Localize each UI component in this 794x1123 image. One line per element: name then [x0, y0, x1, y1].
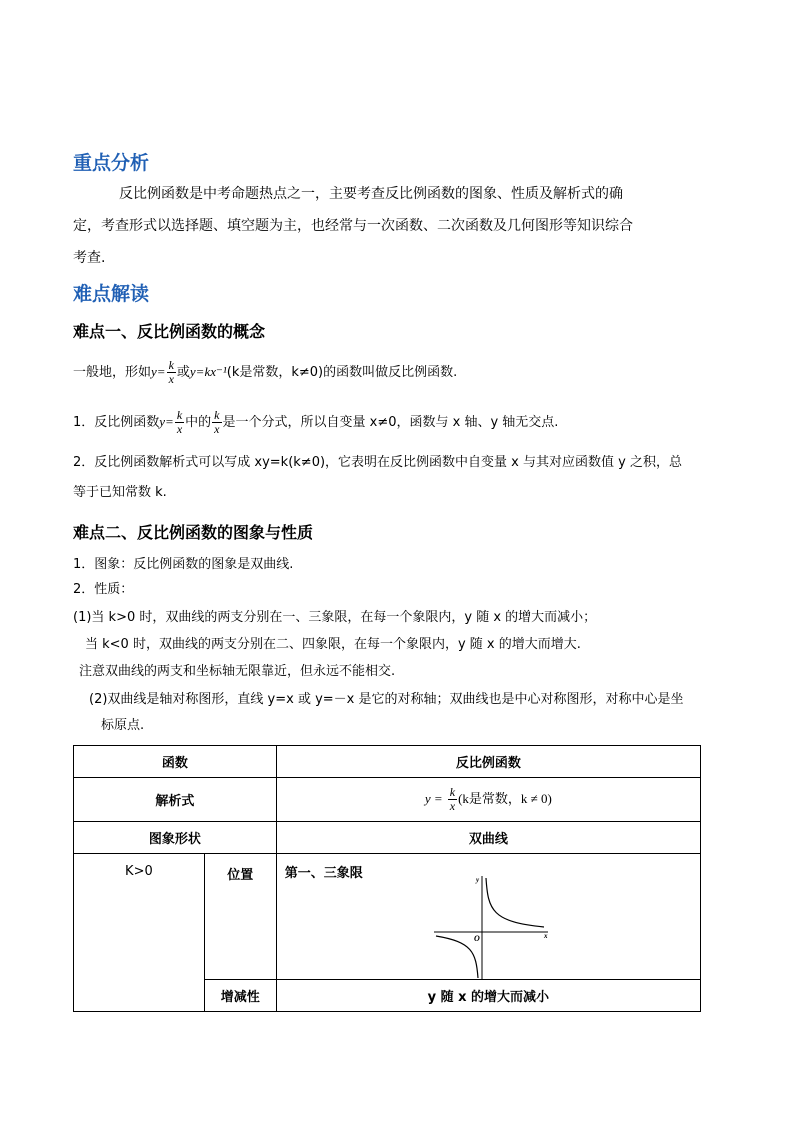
hyperbola-graph: [432, 872, 552, 982]
difficulty-2-title: 难点二、反比例函数的图象与性质: [73, 523, 314, 542]
def-y-eq: y=: [151, 364, 166, 379]
cell-monotonicity-value: y 随 x 的增大而减小: [276, 980, 700, 1012]
analysis-line-3: 考查.: [73, 250, 106, 266]
frac-numerator: k: [168, 358, 174, 372]
definition-line: [73, 355, 457, 390]
hyperbola-branch-q3: [436, 936, 478, 978]
props-line-5: 注意双曲线的两支和坐标轴无限靠近，但永远不能相交.: [79, 664, 396, 679]
item1-y-eq: y=: [159, 414, 174, 429]
cell-shape-label: 图象形状: [74, 822, 277, 854]
table-row: [74, 822, 701, 854]
item1-mid: 中的: [185, 415, 212, 430]
props-line-4: 当 k<0 时，双曲线的两支分别在二、四象限，在每一个象限内，y 随 x 的增大而增大.: [85, 637, 581, 652]
cell-shape-value: 双曲线: [276, 822, 700, 854]
cell-expression-label: 解析式: [74, 778, 277, 822]
item-1-line: [73, 405, 558, 440]
frac-numerator: k: [214, 408, 220, 422]
properties-table: [73, 745, 701, 1012]
frac-denominator: x: [168, 372, 174, 386]
expr-paren: (k是常数，k ≠ 0): [458, 791, 552, 806]
props-line-2: 2．性质：: [73, 582, 134, 597]
section-heading-difficulty-reading: 难点解读: [73, 283, 150, 305]
def-or: 或: [176, 365, 190, 380]
frac-numerator: k: [449, 785, 456, 799]
def-suffix: 的函数叫做反比例函数.: [323, 365, 458, 380]
position-text: 第一、三象限: [284, 866, 363, 881]
item1-suffix: 是一个分式，所以自变量 x≠0，函数与 x 轴、y 轴无交点.: [222, 415, 559, 430]
cell-k-positive: K>0: [74, 854, 205, 1012]
def-prefix: 一般地，形如: [73, 365, 152, 380]
props-line-7: 标原点.: [101, 718, 145, 733]
fraction-k-over-x: [167, 359, 176, 386]
cell-position-value: [276, 854, 700, 980]
item1-prefix: 1．反比例函数: [73, 415, 160, 430]
graph-origin-label: O: [473, 934, 480, 943]
frac-denominator: x: [176, 422, 183, 436]
graph-y-label: y: [475, 876, 479, 884]
analysis-line-1: 反比例函数是中考命题热点之一，主要考查反比例函数的图象、性质及解析式的确: [119, 186, 623, 202]
graph-x-label: x: [543, 932, 548, 940]
cell-function-value: 反比例函数: [276, 746, 700, 778]
def-formula-2: y=kx⁻¹: [189, 364, 227, 379]
table-row: [74, 854, 701, 980]
item-2-line-2: 等于已知常数 k.: [73, 485, 167, 500]
props-line-3: (1)当 k>0 时，双曲线的两支分别在一、三象限，在每一个象限内，y 随 x 的增大而减小；: [73, 610, 597, 625]
props-line-6: (2)双曲线是轴对称图形，直线 y=x 或 y=－x 是它的对称轴；双曲线也是中心对称图形，对称中心是坐: [89, 692, 684, 707]
cell-function-label: 函数: [74, 746, 277, 778]
frac-numerator: k: [176, 408, 183, 422]
frac-denominator: x: [214, 422, 220, 436]
cell-expression-value: [276, 778, 700, 822]
analysis-line-2: 定，考查形式以选择题、填空题为主，也经常与一次函数、二次函数及几何图形等知识综合: [73, 218, 633, 234]
frac-denominator: x: [449, 799, 456, 813]
item-2-line-1: 2．反比例函数解析式可以写成 xy=k(k≠0)，它表明在反比例函数中自变量 x 与其对应函数值 y 之积，总: [73, 455, 682, 470]
cell-position-label: 位置: [204, 854, 276, 980]
table-row: [74, 778, 701, 822]
hyperbola-branch-q1: [486, 878, 544, 927]
fraction-k-over-x: [212, 409, 221, 436]
table-row: [74, 746, 701, 778]
props-line-1: 1．图象：反比例函数的图象是双曲线.: [73, 557, 294, 572]
difficulty-1-title: 难点一、反比例函数的概念: [73, 322, 266, 341]
def-paren: (k是常数，k≠0): [226, 365, 324, 380]
expr-y-eq: y =: [424, 791, 443, 806]
cell-monotonicity-label: 增减性: [204, 980, 276, 1012]
fraction-k-over-x: [448, 786, 457, 813]
section-heading-key-analysis: 重点分析: [73, 152, 150, 174]
fraction-k-over-x: [175, 409, 184, 436]
